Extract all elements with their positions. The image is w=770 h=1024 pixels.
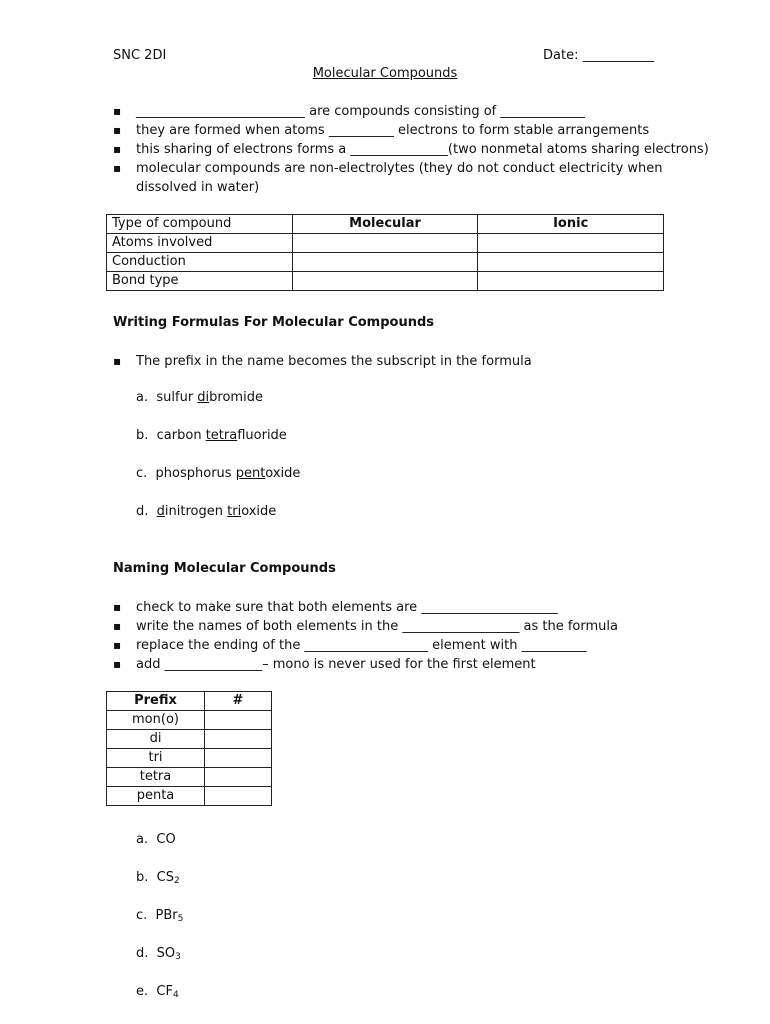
answer-cell[interactable] [205, 768, 272, 787]
list-item [136, 504, 276, 519]
answer-cell[interactable] [292, 253, 478, 272]
list-item [136, 946, 181, 962]
answer-cell[interactable] [478, 272, 664, 291]
item-letter: a. [136, 832, 149, 847]
prefix-underline: tri [227, 504, 242, 519]
formula-subscript: 3 [175, 952, 181, 962]
intro-bullet-list [113, 102, 713, 197]
formula-subscript: 2 [174, 876, 180, 886]
table-header-row [107, 692, 272, 711]
naming-bullet: ▪ replace the ending of the ___________________ element with __________ [113, 636, 713, 655]
writing-bullet: ▪ The prefix in the name becomes the subscript in the formula [113, 352, 713, 371]
item-text: fluoride [237, 428, 287, 443]
table-header-cell: Molecular [292, 215, 478, 234]
formula-text: CS [156, 870, 174, 885]
section-heading-writing-formulas: Writing Formulas For Molecular Compounds [113, 315, 435, 330]
item-text: bromide [209, 390, 263, 405]
item-text: carbon [156, 428, 206, 443]
table-row [107, 272, 664, 291]
item-letter: e. [136, 984, 149, 999]
list-item [136, 390, 263, 405]
intro-bullet: ▪ molecular compounds are non-electrolytes (they do not conduct electricity when dissolved in water) [113, 159, 713, 197]
table-row [107, 730, 272, 749]
prefix-underline: tetra [205, 428, 238, 443]
item-letter: b. [136, 870, 149, 885]
answer-cell[interactable] [205, 711, 272, 730]
item-letter: c. [136, 466, 148, 481]
item-letter: d. [136, 504, 149, 519]
writing-bullet-list [113, 352, 713, 371]
list-item [136, 428, 287, 443]
row-label: Bond type [107, 272, 293, 291]
prefix-cell: tetra [107, 768, 205, 787]
date-label: Date: ___________ [543, 48, 655, 63]
list-item [136, 908, 183, 924]
answer-cell[interactable] [205, 787, 272, 806]
list-item [136, 870, 180, 886]
table-row [107, 234, 664, 253]
item-text: sulfur [156, 390, 198, 405]
naming-bullet: ▪ write the names of both elements in the __________________ as the formula [113, 617, 713, 636]
formula-text: CF [156, 984, 173, 999]
table-row [107, 253, 664, 272]
answer-cell[interactable] [478, 234, 664, 253]
table-row [107, 768, 272, 787]
prefix-underline: di [197, 390, 210, 405]
list-item [136, 984, 179, 1000]
prefix-underline: d [156, 504, 165, 519]
course-code: SNC 2DI [113, 48, 167, 63]
naming-bullet: ▪ add _______________– mono is never used for the first element [113, 655, 713, 674]
table-header-cell: Prefix [107, 692, 205, 711]
table-header-row [107, 215, 664, 234]
table-row [107, 787, 272, 806]
table-header-cell: Ionic [478, 215, 664, 234]
formula-subscript: 4 [172, 990, 179, 1000]
answer-cell[interactable] [478, 253, 664, 272]
table-header-cell: # [205, 692, 272, 711]
item-text: oxide [265, 466, 301, 481]
prefix-cell: mon(o) [107, 711, 205, 730]
item-text: oxide [241, 504, 277, 519]
item-letter: b. [136, 428, 149, 443]
formula-text: PBr [155, 908, 178, 923]
list-item [136, 832, 176, 848]
item-text: phosphorus [155, 466, 236, 481]
table-row [107, 711, 272, 730]
row-label: Atoms involved [107, 234, 293, 253]
answer-cell[interactable] [292, 272, 478, 291]
prefix-table [106, 691, 272, 806]
intro-bullet: ▪ this sharing of electrons forms a _______________(two nonmetal atoms sharing electrons) [113, 140, 713, 159]
item-letter: c. [136, 908, 148, 923]
intro-bullet: ▪ they are formed when atoms __________ electrons to form stable arrangements [113, 121, 713, 140]
table-header-cell: Type of compound [107, 215, 293, 234]
answer-cell[interactable] [292, 234, 478, 253]
section-heading-naming: Naming Molecular Compounds [113, 561, 336, 576]
prefix-cell: di [107, 730, 205, 749]
table-row [107, 749, 272, 768]
list-item [136, 466, 300, 481]
formula-text: CO [156, 832, 176, 847]
naming-bullet-list [113, 598, 713, 674]
prefix-underline: pent [235, 466, 266, 481]
formula-subscript: 5 [177, 914, 184, 924]
item-letter: d. [136, 946, 149, 961]
item-text: initrogen [164, 504, 228, 519]
answer-cell[interactable] [205, 749, 272, 768]
prefix-cell: penta [107, 787, 205, 806]
row-label: Conduction [107, 253, 293, 272]
formula-text: SO [156, 946, 176, 961]
prefix-cell: tri [107, 749, 205, 768]
answer-cell[interactable] [205, 730, 272, 749]
naming-bullet: ▪ check to make sure that both elements are _____________________ [113, 598, 713, 617]
item-letter: a. [136, 390, 149, 405]
intro-bullet: ▪ __________________________ are compounds consisting of _____________ [113, 102, 713, 121]
compound-comparison-table [106, 214, 664, 291]
page-title: Molecular Compounds [312, 66, 458, 81]
